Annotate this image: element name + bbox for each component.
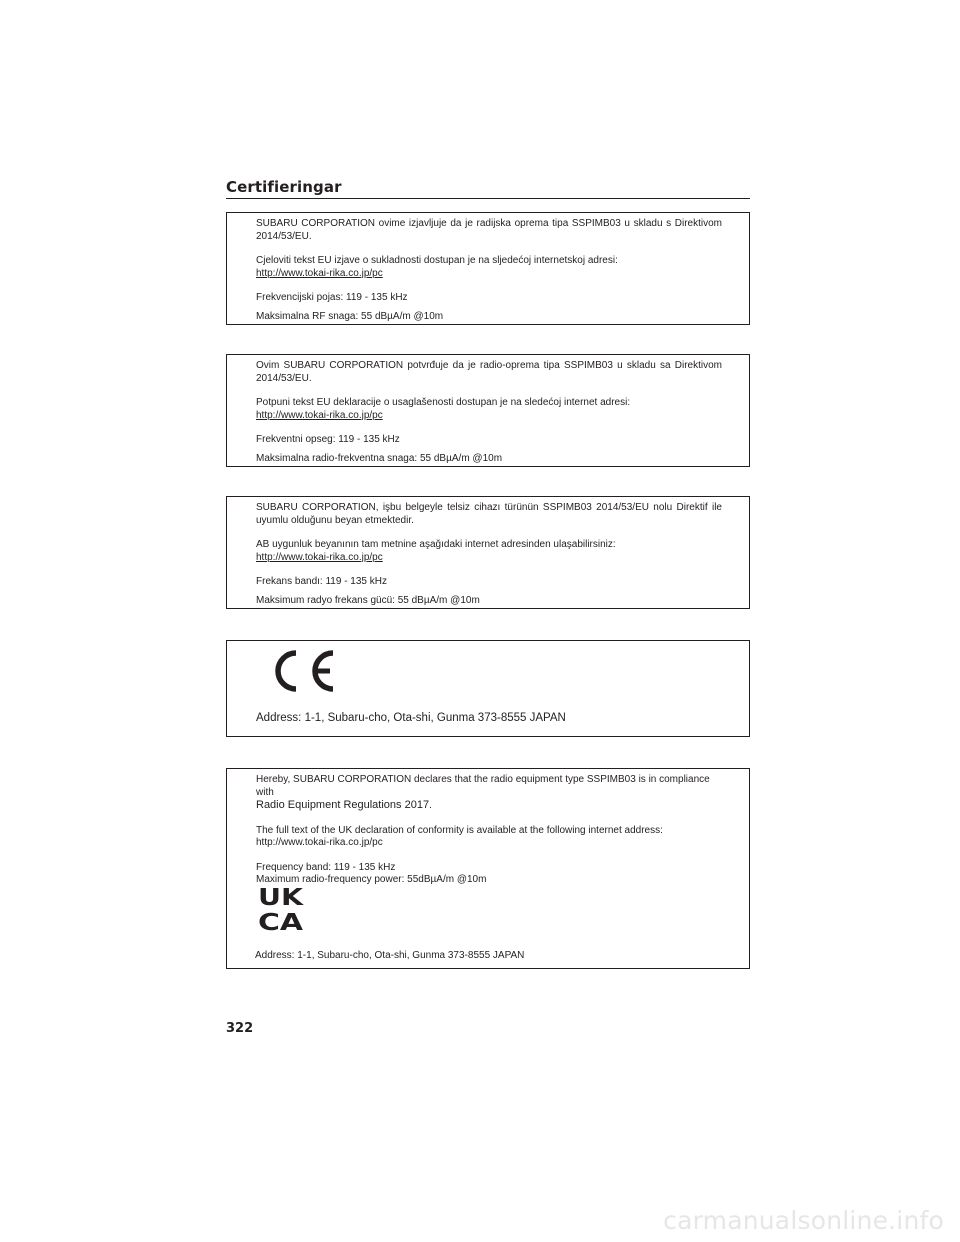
- ce-address: Address: 1-1, Subaru-cho, Ota-shi, Gunma 373-8555 JAPAN: [256, 712, 566, 724]
- declaration-box-uk: [226, 768, 750, 969]
- section-title: Certifieringar: [226, 178, 342, 196]
- declaration-link[interactable]: http://www.tokai-rika.co.jp/pc: [256, 267, 383, 279]
- max-power: Maximum radio-frequency power: 55dBµA/m @10m: [256, 874, 487, 885]
- max-power: Maksimalna RF snaga: 55 dBµA/m @10m: [256, 310, 444, 322]
- ukca-mark-icon: [258, 885, 304, 931]
- section-title-rule: [226, 198, 750, 199]
- declaration-period: .: [429, 800, 432, 811]
- uk-address: Address: 1-1, Subaru-cho, Ota-shi, Gunma 373-8555 JAPAN: [255, 950, 525, 961]
- ukca-mark-line-2: CA: [258, 910, 304, 931]
- declaration-link[interactable]: http://www.tokai-rika.co.jp/pc: [256, 551, 383, 563]
- declaration-box-serbian: [226, 354, 750, 467]
- page-number: 322: [226, 1021, 254, 1036]
- declaration-line-1: Hereby, SUBARU CORPORATION declares that the radio equipment type SSPIMB03 is in compliance with: [256, 774, 710, 798]
- max-power: Maksimum radyo frekans gücü: 55 dBµA/m @10m: [256, 594, 480, 606]
- fulltext-intro: AB uygunluk beyanının tam metnine aşağıdaki internet adresinden ulaşabilirsiniz:: [256, 539, 616, 550]
- declaration-url: http://www.tokai-rika.co.jp/pc: [256, 837, 383, 848]
- ukca-mark-line-1: UK: [258, 885, 304, 911]
- max-power: Maksimalna radio-frekventna snaga: 55 dBµA/m @10m: [256, 452, 503, 464]
- fulltext-intro: The full text of the UK declaration of conformity is available at the following internet address:: [256, 824, 663, 836]
- ce-mark-icon: [275, 649, 337, 693]
- watermark: carmanualsonline.info: [663, 1206, 944, 1235]
- declaration-text: SUBARU CORPORATION, işbu belgeyle telsiz cihazı türünün SSPIMB03 2014/53/EU nolu Direktif ile uyumlu olduğunu beyan etmektedir.: [256, 502, 722, 526]
- declaration-text: Ovim SUBARU CORPORATION potvrđuje da je radio-oprema tipa SSPIMB03 u skladu sa Direktivom 2014/53/EU.: [256, 360, 722, 384]
- frequency-band: Frekvencijski pojas: 119 - 135 kHz: [256, 292, 408, 303]
- frequency-band: Frekventni opseg: 119 - 135 kHz: [256, 434, 400, 445]
- regulation-name: Radio Equipment Regulations 2017: [256, 799, 430, 811]
- fulltext-intro: Cjeloviti tekst EU izjave o sukladnosti dostupan je na sljedećoj internetskoj adresi:: [256, 255, 618, 266]
- declaration-link[interactable]: http://www.tokai-rika.co.jp/pc: [256, 409, 383, 421]
- declaration-box-turkish: [226, 496, 750, 609]
- declaration-text: [256, 774, 722, 813]
- declaration-text: SUBARU CORPORATION ovime izjavljuje da je radijska oprema tipa SSPIMB03 u skladu s Direktivom 2014/53/EU.: [256, 218, 722, 242]
- fulltext-intro: Potpuni tekst EU deklaracije o usaglašenosti dostupan je na sledećoj internet adresi:: [256, 397, 631, 408]
- declaration-box-croatian: [226, 212, 750, 325]
- frequency-band: Frekans bandı: 119 - 135 kHz: [256, 576, 387, 587]
- frequency-band: Frequency band: 119 - 135 kHz: [256, 861, 396, 873]
